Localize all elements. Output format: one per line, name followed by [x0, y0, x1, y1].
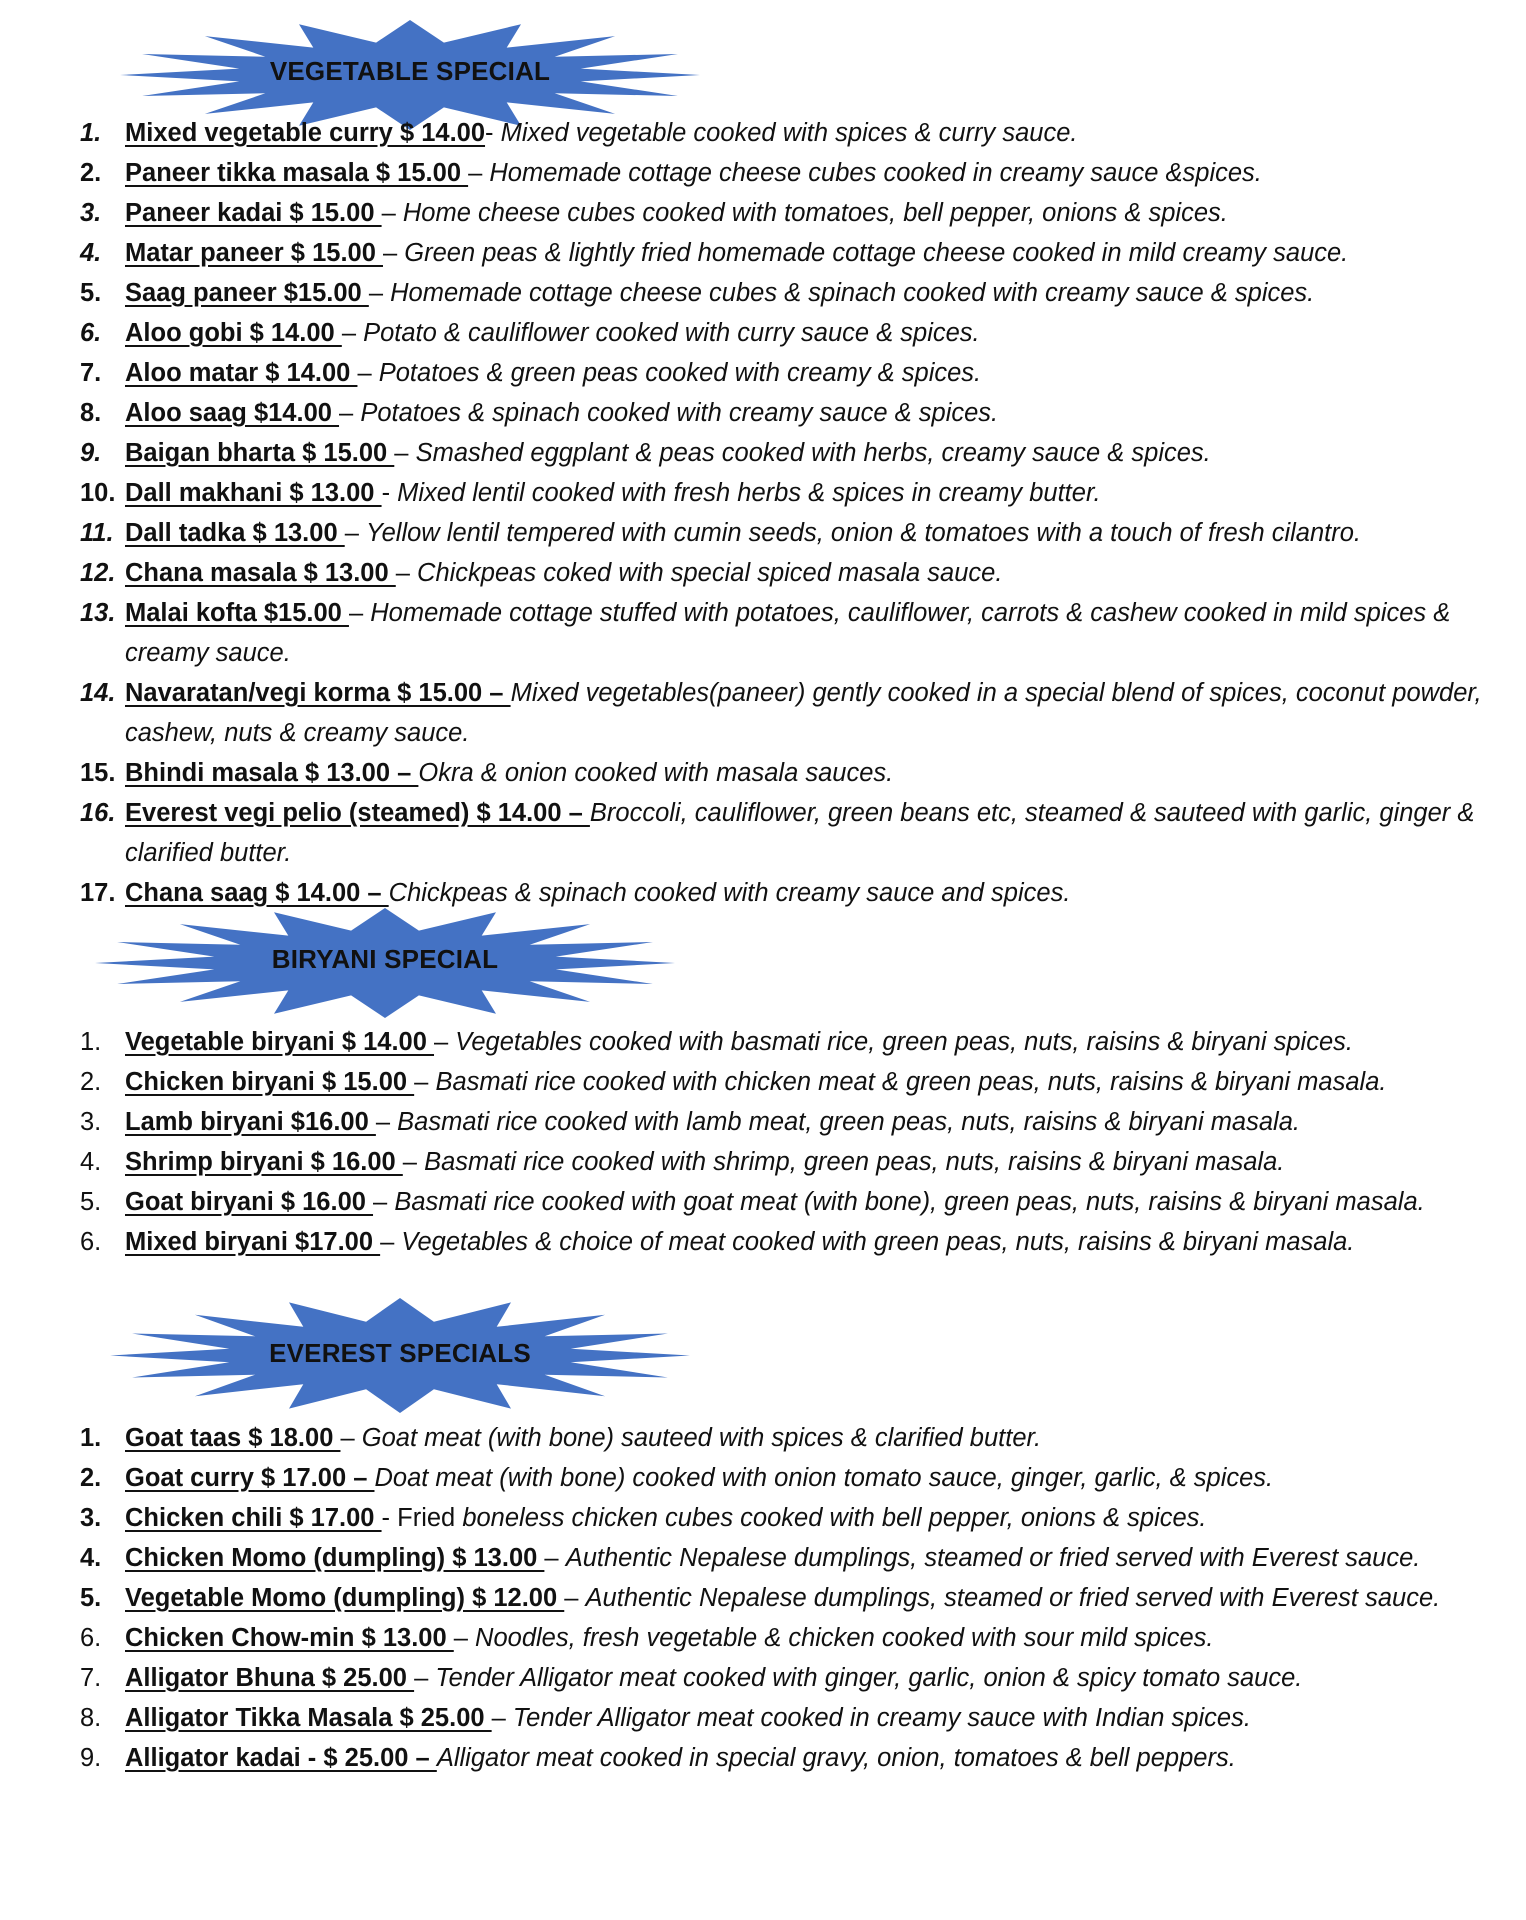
item-separator: – — [453, 1624, 476, 1652]
item-number: 11. — [80, 519, 114, 547]
item-description: boneless chicken cubes cooked with bell pepper, onions & spices. — [462, 1504, 1207, 1532]
item-number: 16. — [80, 799, 116, 827]
item-separator: – — [394, 439, 416, 467]
item-number: 3. — [80, 1108, 102, 1136]
menu-item — [0, 273, 1526, 313]
item-name-price: Vegetable biryani $ 14.00 — [125, 1028, 435, 1056]
item-name-price: Dall makhani $ 13.00 — [125, 479, 382, 507]
item-description: Mixed vegetables(paneer) gently cooked in a special blend of spices, coconut powder, cashew, nuts & creamy sauce. — [125, 679, 1482, 747]
item-name-price: Alligator Bhuna $ 25.00 — [125, 1664, 415, 1692]
item-name-price: Chicken Momo (dumpling) $ 13.00 — [125, 1544, 545, 1572]
item-name-price: Aloo matar $ 14.00 — [125, 359, 358, 387]
item-number: 15. — [80, 759, 116, 787]
item-description: Tender Alligator meat cooked with ginger, garlic, onion & spicy tomato sauce. — [435, 1664, 1303, 1692]
item-number: 5. — [80, 279, 102, 307]
menu-item — [0, 153, 1526, 193]
section-title: EVEREST SPECIALS — [269, 1338, 531, 1368]
item-separator: – — [395, 559, 418, 587]
menu-item — [0, 1658, 1526, 1698]
item-separator: - — [485, 119, 501, 147]
item-number: 3. — [80, 199, 102, 227]
item-name-price: Goat curry $ 17.00 – — [125, 1464, 375, 1492]
item-description: Mixed lentil cooked with fresh herbs & spices in creamy butter. — [397, 479, 1101, 507]
item-description: Homemade cottage cheese cubes cooked in creamy sauce &spices. — [489, 159, 1262, 187]
item-description: Homemade cottage stuffed with potatoes, cauliflower, carrots & cashew cooked in mild spices & creamy sauce. — [125, 599, 1451, 667]
item-name-price: Dall tadka $ 13.00 — [125, 519, 345, 547]
menu-item — [0, 1418, 1526, 1458]
item-separator: - Fried — [381, 1504, 463, 1532]
item-name-price: Matar paneer $ 15.00 — [125, 239, 383, 267]
item-separator: – — [344, 519, 366, 547]
menu-item — [0, 1578, 1526, 1618]
item-separator: – — [468, 159, 490, 187]
item-name-price: Baigan bharta $ 15.00 — [125, 439, 395, 467]
item-separator: – — [491, 1704, 513, 1732]
menu-item — [0, 1538, 1526, 1578]
item-description: Potato & cauliflower cooked with curry sauce & spices. — [363, 319, 980, 347]
item-separator: – — [544, 1544, 566, 1572]
menu-item — [0, 873, 1526, 913]
item-number: 5. — [80, 1584, 102, 1612]
item-description: Okra & onion cooked with masala sauces. — [418, 759, 894, 787]
item-separator: – — [348, 599, 371, 627]
item-name-price: Lamb biryani $16.00 — [125, 1108, 376, 1136]
item-number: 5. — [80, 1188, 102, 1216]
item-number: 1. — [80, 119, 102, 147]
menu-item — [0, 513, 1526, 553]
item-description: Doat meat (with bone) cooked with onion tomato sauce, ginger, garlic, & spices. — [374, 1464, 1274, 1492]
biryani-item-list — [0, 1022, 1526, 1262]
item-description: Potatoes & green peas cooked with creamy & spices. — [378, 359, 982, 387]
item-name-price: Chicken biryani $ 15.00 — [125, 1068, 415, 1096]
item-description: Basmati rice cooked with chicken meat & green peas, nuts, raisins & biryani masala. — [435, 1068, 1387, 1096]
item-description: Green peas & lightly fried homemade cottage cheese cooked in mild creamy sauce. — [404, 239, 1349, 267]
menu-item — [0, 1062, 1526, 1102]
item-description: Noodles, fresh vegetable & chicken cooked with sour mild spices. — [475, 1624, 1214, 1652]
item-number: 6. — [80, 1228, 102, 1256]
item-separator: – — [339, 399, 361, 427]
item-number: 10. — [80, 479, 116, 507]
item-name-price: Alligator kadai - $ 25.00 – — [125, 1744, 437, 1772]
item-number: 14. — [80, 679, 116, 707]
item-separator: – — [382, 239, 405, 267]
item-separator: – — [414, 1664, 436, 1692]
item-number: 1. — [80, 1028, 102, 1056]
menu-item — [0, 1022, 1526, 1062]
item-number: 3. — [80, 1504, 102, 1532]
everest-item-list — [0, 1418, 1526, 1778]
item-name-price: Mixed vegetable curry $ 14.00 — [125, 119, 486, 147]
item-description: Basmati rice cooked with lamb meat, green peas, nuts, raisins & biryani masala. — [397, 1108, 1300, 1136]
menu-item — [0, 193, 1526, 233]
item-name-price: Mixed biryani $17.00 — [125, 1228, 381, 1256]
item-description: Chickpeas & spinach cooked with creamy sauce and spices. — [388, 879, 1071, 907]
menu-item — [0, 1222, 1526, 1262]
menu-item — [0, 793, 1526, 873]
item-description: Broccoli, cauliflower, green beans etc, steamed & sauteed with garlic, ginger & clarified butter. — [125, 799, 1475, 867]
item-name-price: Paneer kadai $ 15.00 — [125, 199, 382, 227]
vegetable-item-list — [0, 113, 1526, 913]
item-separator: – — [402, 1148, 425, 1176]
item-separator: - — [381, 479, 398, 507]
item-number: 7. — [80, 359, 102, 387]
item-separator: – — [380, 1228, 402, 1256]
menu-item — [0, 233, 1526, 273]
item-name-price: Alligator Tikka Masala $ 25.00 — [125, 1704, 492, 1732]
menu-item — [0, 753, 1526, 793]
item-name-price: Everest vegi pelio (steamed) $ 14.00 – — [125, 799, 590, 827]
item-description: Goat meat (with bone) sauteed with spices & clarified butter. — [361, 1424, 1042, 1452]
item-description: Tender Alligator meat cooked in creamy sauce with Indian spices. — [512, 1704, 1251, 1732]
item-separator: – — [564, 1584, 586, 1612]
biryani-special-banner — [95, 908, 675, 1018]
menu-item — [0, 1102, 1526, 1142]
item-number: 2. — [80, 1464, 102, 1492]
menu-item — [0, 553, 1526, 593]
section-title: VEGETABLE SPECIAL — [269, 56, 551, 86]
item-number: 13. — [80, 599, 116, 627]
item-name-price: Aloo gobi $ 14.00 — [125, 319, 342, 347]
item-name-price: Shrimp biryani $ 16.00 — [125, 1148, 403, 1176]
item-number: 9. — [80, 1744, 102, 1772]
section-title: BIRYANI SPECIAL — [271, 944, 499, 974]
item-number: 12. — [80, 559, 116, 587]
item-description: Basmati rice cooked with shrimp, green peas, nuts, raisins & biryani masala. — [424, 1148, 1285, 1176]
item-separator: – — [341, 319, 364, 347]
item-description: Authentic Nepalese dumplings, steamed or fried served with Everest sauce. — [585, 1584, 1441, 1612]
item-number: 6. — [80, 1624, 102, 1652]
menu-item — [0, 1458, 1526, 1498]
item-separator: – — [340, 1424, 362, 1452]
item-separator: – — [434, 1028, 456, 1056]
item-number: 4. — [80, 239, 102, 267]
item-name-price: Saag paneer $15.00 — [125, 279, 369, 307]
item-description: Vegetables & choice of meat cooked with green peas, nuts, raisins & biryani masala. — [401, 1228, 1355, 1256]
item-separator: – — [357, 359, 379, 387]
menu-item — [0, 1498, 1526, 1538]
item-name-price: Chicken chili $ 17.00 — [125, 1504, 382, 1532]
item-number: 4. — [80, 1148, 102, 1176]
item-name-price: Paneer tikka masala $ 15.00 — [125, 159, 469, 187]
item-name-price: Chana masala $ 13.00 — [125, 559, 396, 587]
item-separator: – — [368, 279, 391, 307]
item-description: Yellow lentil tempered with cumin seeds, onion & tomatoes with a touch of fresh cilantro. — [366, 519, 1362, 547]
item-number: 6. — [80, 319, 102, 347]
menu-item — [0, 1738, 1526, 1778]
menu-item — [0, 1182, 1526, 1222]
item-number: 2. — [80, 1068, 102, 1096]
item-description: Authentic Nepalese dumplings, steamed or fried served with Everest sauce. — [565, 1544, 1421, 1572]
item-name-price: Navaratan/vegi korma $ 15.00 – — [125, 679, 511, 707]
item-description: Mixed vegetable cooked with spices & curry sauce. — [500, 119, 1078, 147]
item-description: Chickpeas coked with special spiced masala sauce. — [417, 559, 1003, 587]
item-number: 4. — [80, 1544, 102, 1572]
item-name-price: Goat biryani $ 16.00 — [125, 1188, 374, 1216]
item-number: 9. — [80, 439, 102, 467]
item-description: Homemade cottage cheese cubes & spinach cooked with creamy sauce & spices. — [390, 279, 1315, 307]
menu-item — [0, 393, 1526, 433]
item-description: Basmati rice cooked with goat meat (with bone), green peas, nuts, raisins & biryani masala. — [394, 1188, 1425, 1216]
item-number: 8. — [80, 1704, 102, 1732]
item-description: Vegetables cooked with basmati rice, green peas, nuts, raisins & biryani spices. — [455, 1028, 1353, 1056]
item-name-price: Malai kofta $15.00 — [125, 599, 349, 627]
menu-item — [0, 1698, 1526, 1738]
item-name-price: Aloo saag $14.00 — [125, 399, 340, 427]
item-description: Potatoes & spinach cooked with creamy sauce & spices. — [360, 399, 999, 427]
item-separator: – — [381, 199, 403, 227]
item-separator: – — [414, 1068, 436, 1096]
item-name-price: Chana saag $ 14.00 – — [125, 879, 389, 907]
item-number: 2. — [80, 159, 102, 187]
menu-item — [0, 473, 1526, 513]
item-description: Smashed eggplant & peas cooked with herbs, creamy sauce & spices. — [415, 439, 1211, 467]
item-description: Home cheese cubes cooked with tomatoes, bell pepper, onions & spices. — [402, 199, 1228, 227]
menu-item — [0, 593, 1526, 673]
item-separator: – — [375, 1108, 398, 1136]
item-number: 1. — [80, 1424, 102, 1452]
item-name-price: Vegetable Momo (dumpling) $ 12.00 — [125, 1584, 565, 1612]
everest-specials-banner — [110, 1298, 690, 1413]
item-name-price: Goat taas $ 18.00 — [125, 1424, 341, 1452]
menu-item — [0, 673, 1526, 753]
item-number: 17. — [80, 879, 116, 907]
item-description: Alligator meat cooked in special gravy, onion, tomatoes & bell peppers. — [436, 1744, 1236, 1772]
item-number: 8. — [80, 399, 102, 427]
item-name-price: Chicken Chow-min $ 13.00 — [125, 1624, 454, 1652]
menu-item — [0, 1618, 1526, 1658]
menu-item — [0, 433, 1526, 473]
item-separator: – — [373, 1188, 395, 1216]
menu-item — [0, 1142, 1526, 1182]
item-name-price: Bhindi masala $ 13.00 – — [125, 759, 419, 787]
item-number: 7. — [80, 1664, 102, 1692]
menu-item — [0, 313, 1526, 353]
menu-item — [0, 113, 1526, 153]
menu-item — [0, 353, 1526, 393]
